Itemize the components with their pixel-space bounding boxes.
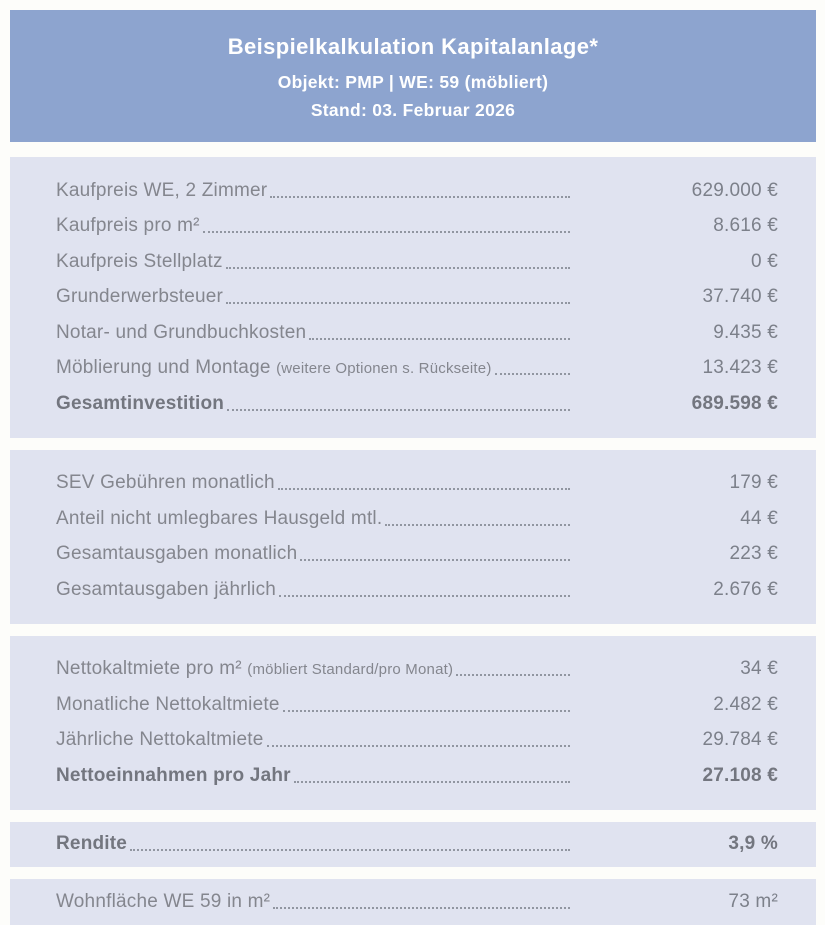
row-value: 179 € [729, 472, 778, 494]
subtitle-object: Objekt: PMP | WE: 59 (möbliert) [277, 72, 549, 92]
row-value: 9.435 € [713, 321, 778, 343]
section-yield [10, 822, 816, 868]
row-value: 3,9 % [728, 833, 778, 855]
row-label: Nettokaltmiete pro m² (möbliert Standard/pro Monat) [56, 658, 454, 680]
table-row-yield [56, 827, 778, 863]
table-row [56, 244, 778, 280]
dotted-leader [270, 196, 570, 198]
section-living-area [10, 879, 816, 925]
row-value: 8.616 € [713, 215, 778, 237]
dotted-leader [300, 559, 570, 561]
table-row-living-area [56, 884, 778, 920]
dotted-leader [267, 745, 570, 747]
dotted-leader [283, 710, 570, 712]
row-label: Notar- und Grundbuchkosten [56, 321, 307, 343]
table-row-net-income [56, 758, 778, 794]
row-value: 223 € [729, 543, 778, 565]
row-value: 73 m² [728, 890, 778, 912]
row-value: 44 € [740, 507, 778, 529]
dotted-leader [130, 849, 570, 851]
row-value: 0 € [750, 250, 778, 272]
row-label: Grunderwerbsteuer [56, 286, 224, 308]
dotted-leader [456, 674, 570, 676]
row-value: 29.784 € [702, 729, 778, 751]
section-expenses [10, 450, 816, 624]
row-label: Wohnfläche WE 59 in m² [56, 890, 271, 912]
section-investment [10, 157, 816, 438]
row-note: (weitere Optionen s. Rückseite) [276, 360, 492, 378]
dotted-leader [294, 781, 570, 783]
row-label: Gesamtausgaben monatlich [56, 543, 298, 565]
table-row [56, 315, 778, 351]
row-label: Rendite [56, 833, 128, 855]
table-row [56, 501, 778, 537]
subtitle-date: Stand: 03. Februar 2026 [310, 100, 516, 120]
row-label: Möblierung und Montage (weitere Optionen s. Rückseite) [56, 357, 492, 379]
table-row [56, 687, 778, 723]
document-header [10, 10, 816, 142]
table-row-total-investment [56, 386, 778, 422]
table-row [56, 537, 778, 573]
dotted-leader [309, 338, 570, 340]
table-row [56, 209, 778, 245]
dotted-leader [495, 373, 570, 375]
dotted-leader [279, 595, 570, 597]
row-label: Jährliche Nettokaltmiete [56, 729, 264, 751]
row-value: 34 € [740, 658, 778, 680]
table-row [56, 572, 778, 608]
dotted-leader [278, 488, 570, 490]
row-label: Anteil nicht umlegbares Hausgeld mtl. [56, 507, 383, 529]
dotted-leader [227, 409, 570, 411]
table-row [56, 280, 778, 316]
row-value: 37.740 € [702, 286, 778, 308]
row-value: 629.000 € [691, 179, 778, 201]
table-row [56, 173, 778, 209]
row-label: Gesamtausgaben jährlich [56, 578, 277, 600]
dotted-leader [385, 524, 570, 526]
row-label: Kaufpreis pro m² [56, 215, 200, 237]
row-value: 13.423 € [702, 357, 778, 379]
row-label: Gesamtinvestition [56, 392, 225, 414]
table-row [56, 466, 778, 502]
dotted-leader [273, 907, 570, 909]
row-note: (möbliert Standard/pro Monat) [247, 661, 454, 679]
row-label: SEV Gebühren monatlich [56, 472, 275, 494]
row-value: 2.482 € [713, 693, 778, 715]
page-title: Beispielkalkulation Kapitalanlage* [227, 34, 599, 59]
table-row [56, 652, 778, 688]
row-label: Monatliche Nettokaltmiete [56, 693, 280, 715]
dotted-leader [226, 267, 570, 269]
row-value: 689.598 € [691, 392, 778, 414]
table-row [56, 723, 778, 759]
dotted-leader [203, 231, 570, 233]
section-rent [10, 636, 816, 810]
row-label: Kaufpreis WE, 2 Zimmer [56, 179, 268, 201]
row-label: Nettoeinnahmen pro Jahr [56, 764, 291, 786]
row-value: 27.108 € [702, 764, 778, 786]
table-row [56, 351, 778, 387]
dotted-leader [226, 302, 570, 304]
row-label: Kaufpreis Stellplatz [56, 250, 223, 272]
row-value: 2.676 € [713, 578, 778, 600]
